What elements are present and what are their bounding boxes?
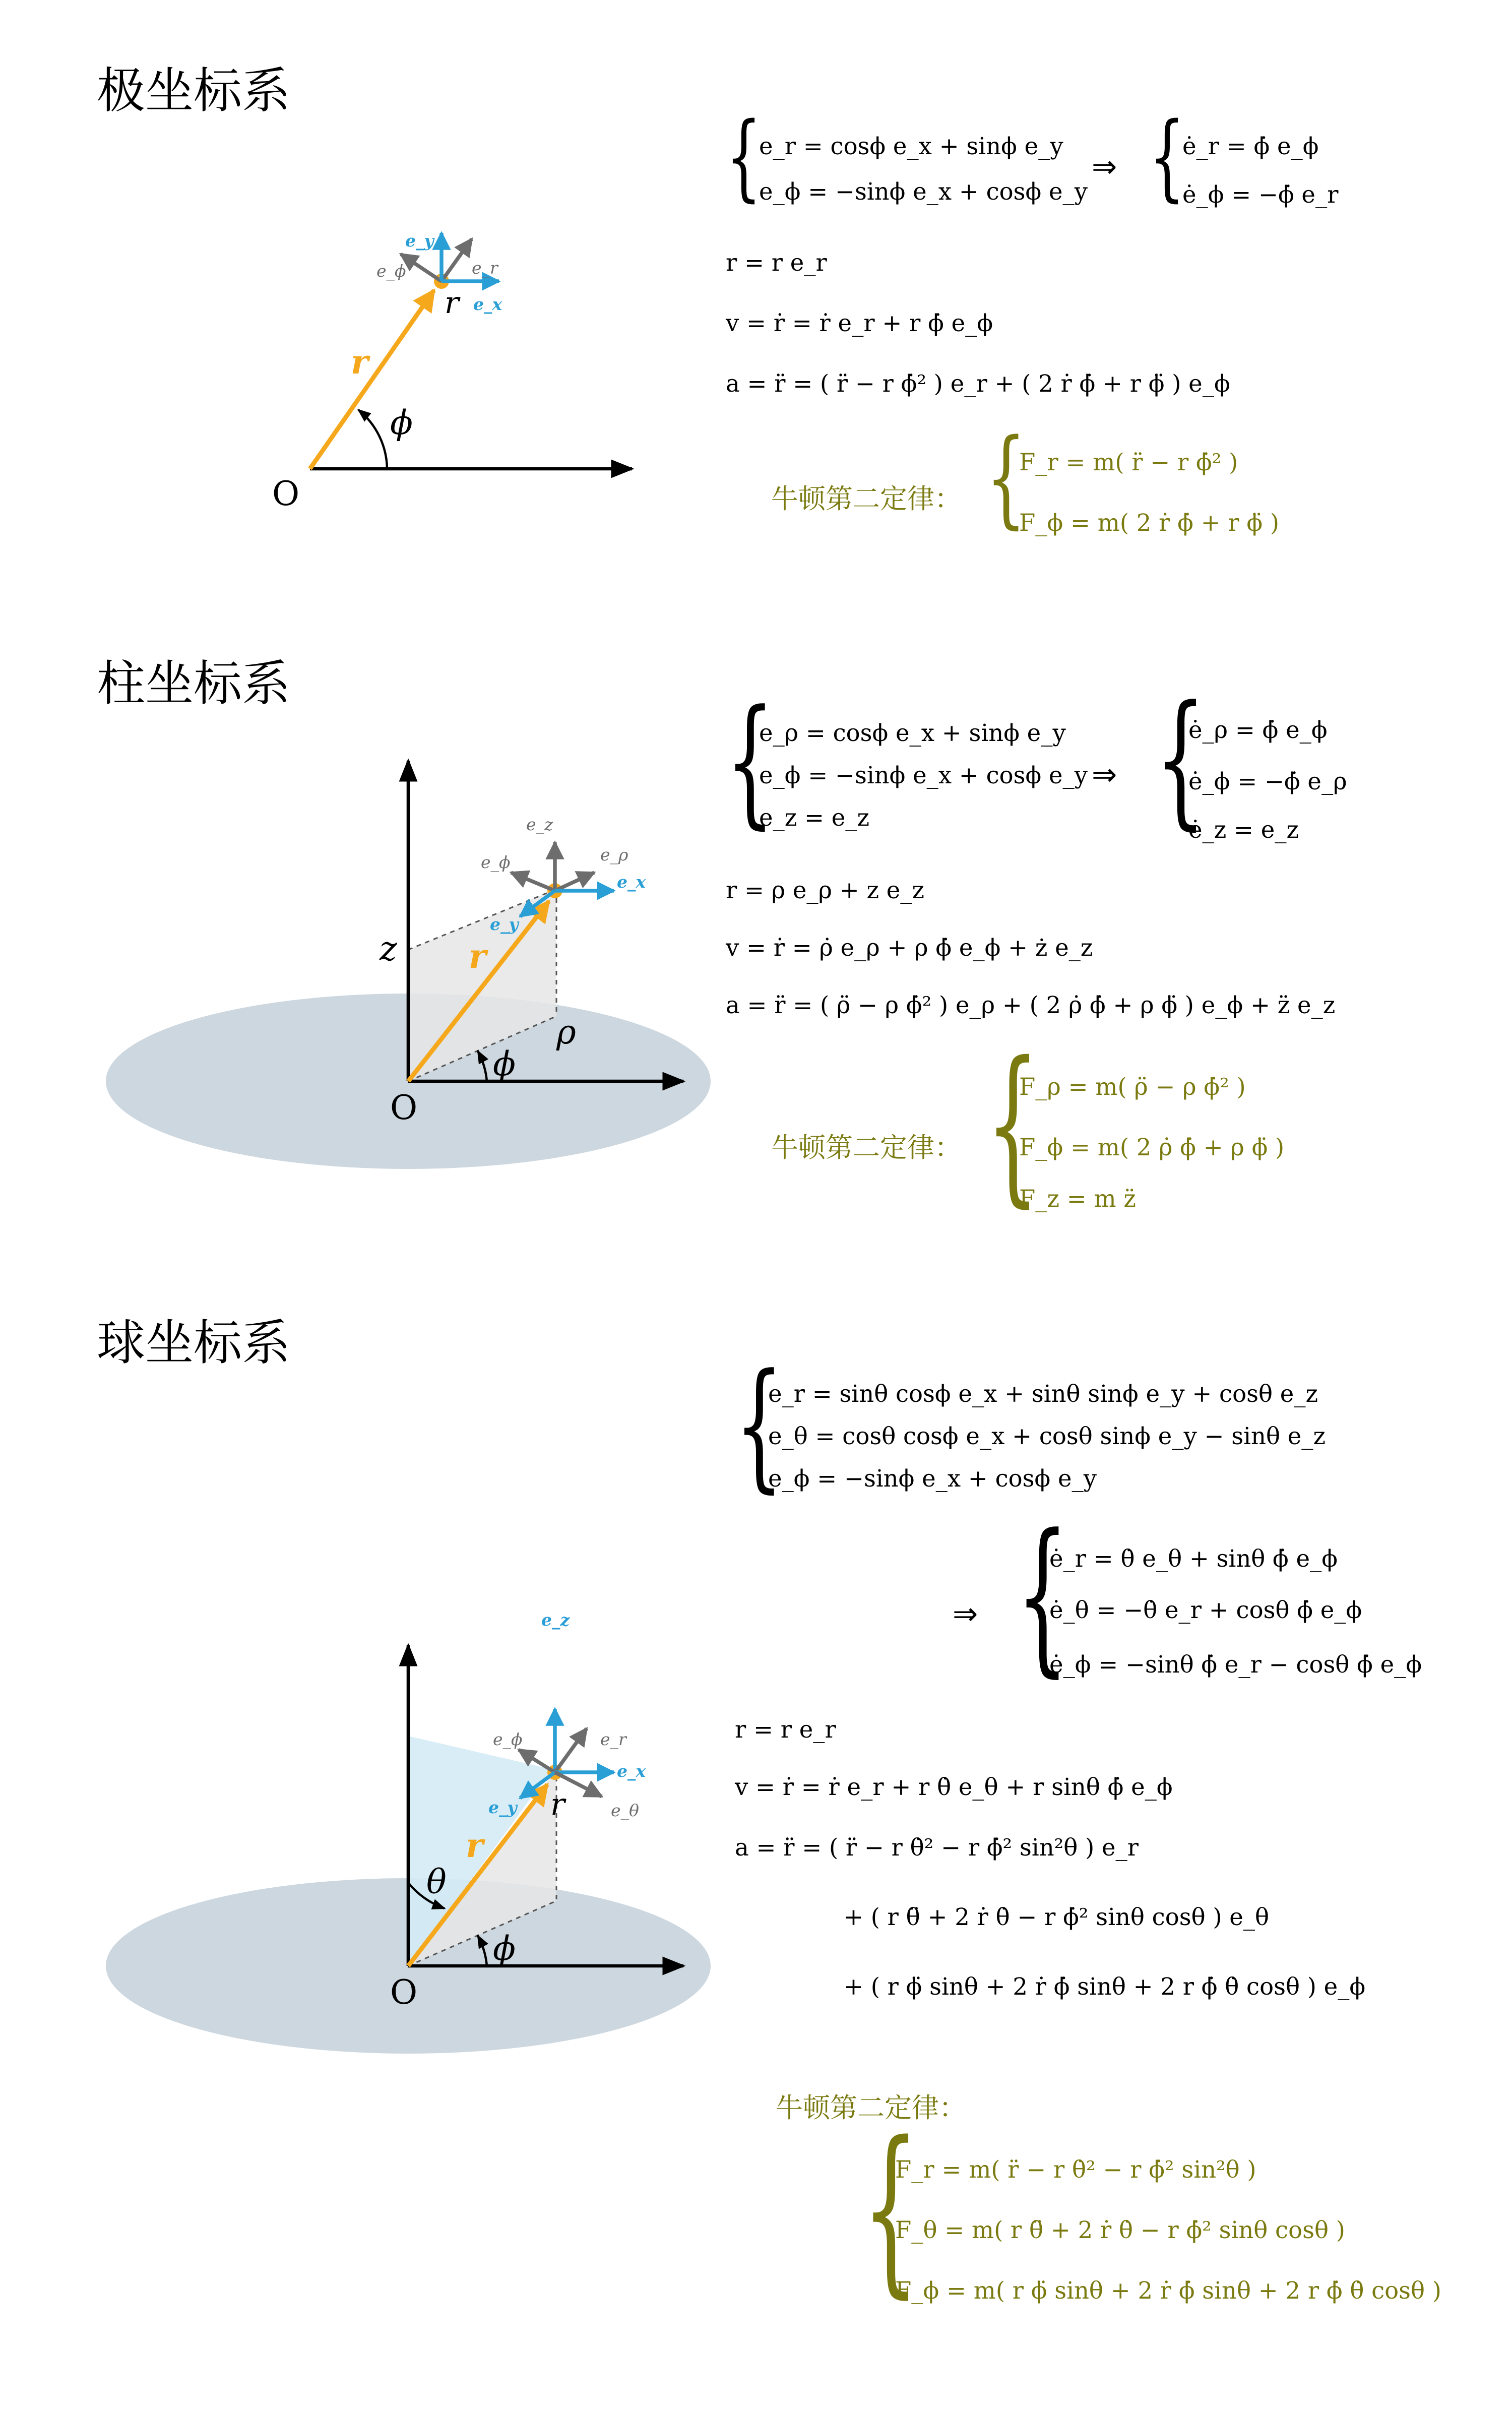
sph-newton-label: 牛顿第二定律： [776,2093,966,2125]
cyl-unit-line: e_ϕ = −sinϕ e_x + cosϕ e_y [759,762,1088,789]
polar-unit-brace: { [726,101,762,212]
polar-phi-label: ϕ [390,403,413,442]
sph-newton [862,2105,1441,2324]
sph-newton-line: F_r = m( r̈ − r θ̇² − r ϕ̇² sin²θ ) [895,2156,1256,2184]
polar-newton-line: F_r = m( r̈ − r ϕ̇² ) [1019,449,1238,476]
cyl-e-phi-arrow [511,873,555,891]
spherical-title: 球坐标系 [97,1314,291,1372]
cyl-kin-line: a = r̈ = ( ρ̈ − ρ ϕ̇² ) e_ρ + ( 2 ρ̇ ϕ̇ + ρ ϕ̈ ) e_ϕ + z̈ e_z [726,992,1336,1019]
sph-kin-line: + ( r θ̈ + 2 ṙ θ̇ − r ϕ̇² sinθ cosθ ) e_θ [844,1904,1270,1931]
cyl-e-rho-label: e_ρ [600,845,628,864]
cylindrical-diagram [106,761,711,1169]
cyl-kin-line: v = ṙ = ρ̇ e_ρ + ρ ϕ̇ e_ϕ + ż e_z [726,935,1093,962]
polar-newton-line: F_ϕ = m( 2 ṙ ϕ̇ + r ϕ̈ ) [1019,510,1279,537]
polar-e-r-label: e_r [472,258,498,278]
cyl-e-x-label: e_x [617,872,646,892]
cyl-e-phi-label: e_ϕ [481,852,511,872]
sph-newton-line: F_θ = m( r θ̈ + 2 ṙ θ̇ − r ϕ̇² sinθ cosθ ) [895,2217,1345,2244]
sph-derivatives [1016,1499,1424,1701]
polar-derivatives [1149,101,1361,231]
sph-unit-line: e_r = sinθ cosϕ e_x + sinθ sinϕ e_y + cosθ e_z [768,1381,1318,1408]
cyl-e-rho-arrow [555,873,594,891]
polar-title: 极坐标系 [97,62,291,119]
cyl-r-vector-label: r [469,937,486,976]
cyl-kinematics [726,877,1336,1043]
polar-unit-line: e_r = cosϕ e_x + sinϕ e_y [759,133,1063,160]
sph-e-phi-label: e_ϕ [493,1729,523,1750]
cyl-newton [986,1027,1318,1229]
sph-unit-vectors [735,1344,1326,1512]
polar-kin-line: r = r e_r [726,250,827,277]
cyl-deriv-line: ė_z = e_z [1188,817,1299,844]
sph-e-theta-label: e_θ [611,1801,639,1821]
polar-newton-brace: { [986,416,1027,540]
sph-r-vector-label: r [466,1826,483,1865]
polar-r-vector [310,290,434,469]
cyl-newton-brace: { [986,1027,1040,1223]
sph-r-point-label: r [550,1787,565,1822]
cyl-deriv-line: ė_ρ = ϕ̇ e_ϕ [1188,717,1328,744]
sph-kin-line: v = ṙ = ṙ e_r + r θ̇ e_θ + r sinθ ϕ̇ e_ϕ [735,1774,1173,1801]
polar-e-r-arrow [442,239,472,281]
sph-deriv-line: ė_ϕ = −sinθ ϕ̇ e_r − cosθ ϕ̇ e_ϕ [1049,1651,1422,1679]
cyl-kin-line: r = ρ e_ρ + z e_z [726,877,925,904]
polar-deriv-line: ė_r = ϕ̇ e_ϕ [1182,133,1319,160]
spherical-diagram [106,1610,711,2054]
sph-kin-line: a = r̈ = ( r̈ − r θ̇² − r ϕ̇² sin²θ ) e_r [735,1834,1139,1862]
sph-origin-label: O [390,1973,418,2012]
sph-deriv-brace: { [1016,1499,1069,1692]
cyl-deriv-brace: { [1155,674,1206,844]
sph-kin-line: + ( r ϕ̈ sinθ + 2 ṙ ϕ̇ sinθ + 2 r ϕ̇ θ̇ cosθ ) e_ϕ [844,1973,1366,2001]
polar-phi-arc [358,410,387,469]
sph-deriv-line: ė_θ = −θ̇ e_r + cosθ ϕ̇ e_ϕ [1049,1597,1362,1624]
polar-diagram [272,231,632,513]
cyl-newton-label: 牛顿第二定律： [771,1133,962,1164]
cyl-newton-line: F_ρ = m( ρ̈ − ρ ϕ̇² ) [1019,1074,1246,1101]
polar-e-phi-label: e_ϕ [376,261,406,281]
cyl-z-label: z [380,930,397,969]
polar-newton-label: 牛顿第二定律： [771,484,962,516]
cyl-phi-label: ϕ [493,1044,516,1083]
cyl-e-z-label: e_z [526,815,553,834]
sph-implies: ⇒ [953,1595,978,1632]
polar-unit-vectors [726,101,1089,231]
sph-theta-label: θ [426,1863,447,1901]
sph-e-r-arrow [555,1728,587,1772]
sph-unit-brace: { [735,1344,784,1506]
polar-r-point-label: r [445,285,459,321]
sph-kin-line: r = r e_r [735,1716,836,1744]
sph-phi-label: ϕ [493,1929,516,1968]
cyl-e-y-label: e_y [490,914,519,934]
polar-e-phi-arrow [401,254,442,281]
polar-deriv-brace: { [1149,101,1185,212]
polar-deriv-line: ė_ϕ = −ϕ̇ e_r [1182,181,1339,209]
sph-kinematics [735,1716,1370,2019]
polar-origin-label: O [272,474,300,513]
polar-newton [986,416,1318,560]
cyl-unit-vectors [726,681,1089,856]
cyl-newton-line: F_z = m z̈ [1019,1186,1136,1213]
polar-kinematics [726,250,1300,416]
sph-e-x-label: e_x [617,1761,646,1781]
sph-deriv-line: ė_r = θ̇ e_θ + sinθ ϕ̇ e_ϕ [1049,1545,1338,1573]
cylindrical-title: 柱坐标系 [97,655,291,712]
cyl-newton-line: F_ϕ = m( 2 ρ̇ ϕ̇ + ρ ϕ̈ ) [1019,1134,1285,1161]
sph-unit-line: e_ϕ = −sinϕ e_x + cosϕ e_y [768,1465,1097,1493]
polar-kin-line: v = ṙ = ṙ e_r + r ϕ̇ e_ϕ [726,310,993,337]
sph-newton-brace: { [862,2105,920,2315]
cyl-deriv-line: ė_ϕ = −ϕ̇ e_ρ [1188,768,1347,795]
cyl-origin-label: O [390,1088,418,1127]
polar-unit-line: e_ϕ = −sinϕ e_x + cosϕ e_y [759,178,1088,206]
sph-e-r-label: e_r [600,1729,626,1750]
polar-r-vector-label: r [351,342,368,382]
polar-kin-line: a = r̈ = ( r̈ − r ϕ̇² ) e_r + ( 2 ṙ ϕ̇ + r ϕ̈ ) e_ϕ [726,370,1230,398]
cyl-implies: ⇒ [1092,756,1117,792]
cyl-unit-line: e_z = e_z [759,805,870,832]
cyl-derivatives [1155,674,1367,857]
cyl-unit-line: e_ρ = cosϕ e_x + sinϕ e_y [759,720,1066,747]
sph-unit-line: e_θ = cosθ cosϕ e_x + cosθ sinϕ e_y − sinθ e_z [768,1423,1326,1450]
polar-e-x-label: e_x [473,294,502,314]
cyl-unit-brace: { [726,681,775,842]
sph-e-y-label: e_y [488,1798,517,1818]
sph-e-z-far-label: e_z [541,1610,570,1630]
polar-implies: ⇒ [1092,148,1117,184]
polar-e-y-label: e_y [405,231,434,251]
cyl-rho-label: ρ [556,1013,576,1052]
sph-newton-line: F_ϕ = m( r ϕ̈ sinθ + 2 ṙ ϕ̇ sinθ + 2 r ϕ̇ θ̇ cosθ ) [895,2277,1441,2305]
